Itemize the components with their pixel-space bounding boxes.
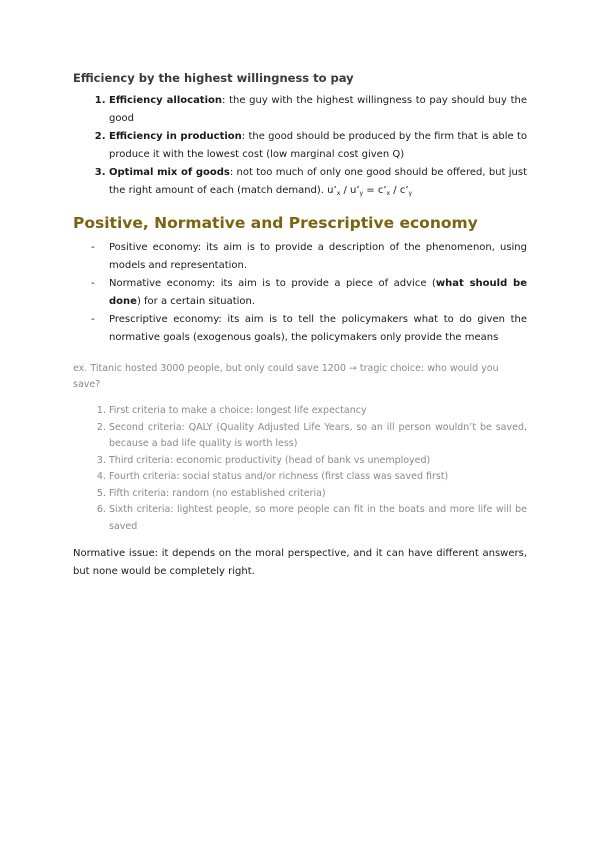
list-item: 1. Efficiency allocation: the guy with the highest willingness to pay should buy the good [109,92,527,128]
list-item: 2. Second criteria: QALY (Quality Adjusted Life Years, so an ill person wouldn’t be saved, because a bad life quality is worth less) [109,420,527,453]
list-item: 3. Optimal mix of goods: not too much of only one good should be offered, but just the right amount of each (match demand). $u’_x$ / $u’_y$ = $c’_x$ / $c’_y$ [109,164,527,203]
item-text: the guy with the highest willingness to pay should buy the good [109,95,527,124]
term-label: Optimal mix of goods [109,167,230,178]
efficiency-list [73,92,527,203]
closing-paragraph: Normative issue: it depends on the moral perspective, and it can have different answers, but none would be completely right. [73,548,527,577]
criteria-list [73,403,527,535]
item-text: Positive economy: its aim is to provide a description of the phenomenon, using models and representation. [109,242,527,271]
item-text: not too much of only one good should be offered, but just the right amount of each (match demand). [109,167,528,196]
item-text: Prescriptive economy: its aim is to tell the policymakers what to do given the normative goals (exogenous goals), the policymakers only provide the means [109,314,527,343]
term-label: Efficiency allocation [109,95,223,106]
term-label: Efficiency in production [109,131,242,142]
section-heading-economy-types: Positive, Normative and Prescriptive economy [73,214,478,232]
list-item: 5. Fifth criteria: random (no established criteria) [109,486,527,503]
list-item: - Prescriptive economy: its aim is to tell the policymakers what to do given the normative goals (exogenous goals), the policymakers only provide the means [91,314,527,343]
page-content [73,70,527,581]
list-item: 3. Third criteria: economic productivity (head of bank vs unemployed) [109,453,527,470]
list-item: 4. Fourth criteria: social status and/or richness (first class was saved first) [109,469,527,486]
emphasis-text: what should be done [109,278,527,307]
item-text: the good should be produced by the firm that is able to produce it with the lowest cost (low marginal cost given Q) [109,131,527,160]
list-item: 1. First criteria to make a choice: longest life expectancy [109,403,527,420]
section-heading-efficiency: Efficiency by the highest willingness to pay [73,71,354,85]
list-item: - Normative economy: its aim is to provide a piece of advice (what should be done) for a certain situation. [91,278,527,307]
mrs-formula: $u’_x$ / $u’_y$ = $c’_x$ / $c’_y$ [327,185,413,197]
list-item: 6. Sixth criteria: lightest people, so more people can fit in the boats and more life will be saved [109,502,527,535]
titanic-example: ex. Titanic hosted 3000 people, but only could save 1200 → tragic choice: who would you save? [73,363,499,390]
list-item: - Positive economy: its aim is to provide a description of the phenomenon, using models and representation. [91,242,527,271]
economy-types-list [73,239,527,347]
list-item: 2. Efficiency in production: the good should be produced by the firm that is able to produce it with the lowest cost (low marginal cost given Q) [109,128,527,164]
